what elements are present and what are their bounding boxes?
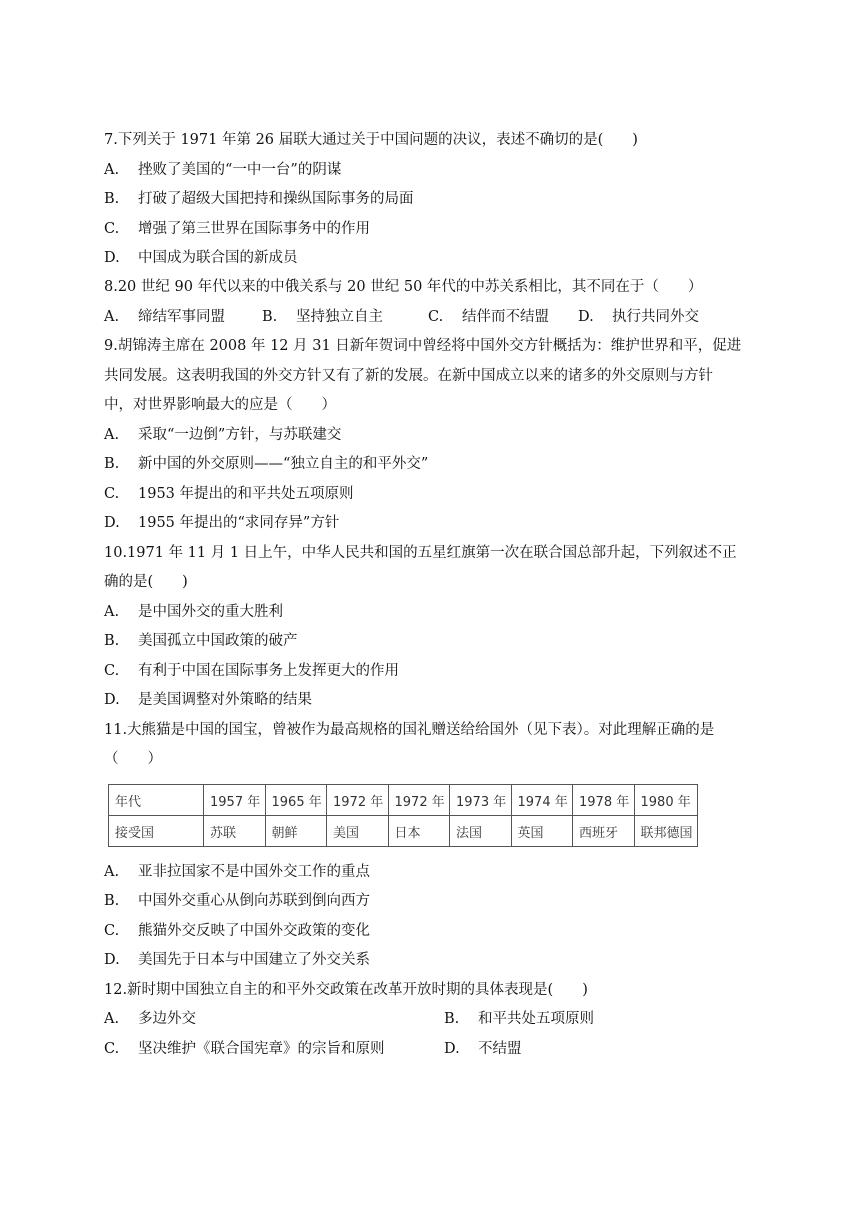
table-cell: 1978 年: [573, 785, 635, 816]
question-10-option-d: D. 是美国调整对外策略的结果: [104, 692, 312, 708]
question-9-option-b: B. 新中国的外交原则——“独立自主的和平外交”: [104, 456, 429, 472]
table-row-countries: [109, 816, 698, 847]
question-8-option-d: D. 执行共同外交: [578, 309, 699, 325]
table-row-years: [109, 785, 698, 816]
table-cell: 年代: [109, 785, 204, 816]
table-cell: 1972 年: [388, 785, 450, 816]
question-7-option-c: C. 增强了第三世界在国际事务中的作用: [104, 221, 370, 237]
question-9-stem-line-3: 中，对世界影响最大的应是（ ）: [104, 397, 336, 413]
table-cell: 法国: [450, 816, 512, 847]
question-12-option-d: D. 不结盟: [444, 1041, 522, 1057]
question-7-option-a: A. 挫败了美国的“一中一台”的阴谋: [104, 162, 342, 178]
table-cell: 日本: [388, 816, 450, 847]
question-10-option-a: A. 是中国外交的重大胜利: [104, 604, 283, 620]
question-12-stem: 12.新时期中国独立自主的和平外交政策在改革开放时期的具体表现是( ): [104, 982, 588, 998]
table-cell: 联邦德国: [634, 816, 698, 847]
question-10-option-b: B. 美国孤立中国政策的破产: [104, 633, 298, 649]
table-cell: 美国: [327, 816, 389, 847]
question-9-option-d: D. 1955 年提出的“求同存异”方针: [104, 515, 340, 531]
question-12-option-a: A. 多边外交: [104, 1011, 196, 1027]
table-cell: 1980 年: [634, 785, 698, 816]
question-8-stem: 8.20 世纪 90 年代以来的中俄关系与 20 世纪 50 年代的中苏关系相比，其不同在于（ ）: [104, 279, 703, 295]
question-7-option-d: D. 中国成为联合国的新成员: [104, 250, 298, 266]
question-9-option-a: A. 采取“一边倒”方针，与苏联建交: [104, 427, 342, 443]
table-cell: 1974 年: [511, 785, 573, 816]
table-cell: 1957 年: [204, 785, 266, 816]
question-11-option-a: A. 亚非拉国家不是中国外交工作的重点: [104, 864, 370, 880]
question-10-option-c: C. 有利于中国在国际事务上发挥更大的作用: [104, 663, 399, 679]
question-11-option-d: D. 美国先于日本与中国建立了外交关系: [104, 952, 370, 968]
question-8-option-c: C. 结伴而不结盟: [428, 309, 549, 325]
table-cell: 苏联: [204, 816, 266, 847]
table-cell: 英国: [511, 816, 573, 847]
question-9-option-c: C. 1953 年提出的和平共处五项原则: [104, 486, 354, 502]
table-cell: 1965 年: [265, 785, 327, 816]
question-7-stem: 7.下列关于 1971 年第 26 届联大通过关于中国问题的决议，表述不确切的是( ): [104, 132, 638, 148]
table-cell: 朝鲜: [265, 816, 327, 847]
question-11-stem-line-2: （ ）: [104, 751, 162, 767]
question-10-stem-line-1: 10.1971 年 11 月 1 日上午，中华人民共和国的五星红旗第一次在联合国总部升起，下列叙述不正: [104, 545, 737, 561]
table-cell: 1972 年: [327, 785, 389, 816]
question-8-option-a: A. 缔结军事同盟: [104, 309, 225, 325]
table-cell: 接受国: [109, 816, 204, 847]
table-cell: 西班牙: [573, 816, 635, 847]
question-7-option-b: B. 打破了超级大国把持和操纵国际事务的局面: [104, 191, 414, 207]
question-12-option-c: C. 坚决维护《联合国宪章》的宗旨和原则: [104, 1041, 385, 1057]
question-11-option-c: C. 熊猫外交反映了中国外交政策的变化: [104, 923, 370, 939]
question-11-option-b: B. 中国外交重心从倒向苏联到倒向西方: [104, 893, 370, 909]
question-9-stem-line-2: 共同发展。这表明我国的外交方针又有了新的发展。在新中国成立以来的诸多的外交原则与方针: [104, 368, 713, 384]
question-10-stem-line-2: 确的是( ): [104, 574, 188, 590]
question-12-option-b: B. 和平共处五项原则: [444, 1011, 594, 1027]
panda-gift-table: [108, 784, 698, 847]
question-8-option-b: B. 坚持独立自主: [262, 309, 383, 325]
question-9-stem-line-1: 9.胡锦涛主席在 2008 年 12 月 31 日新年贺词中曾经将中国外交方针概括为：维护世界和平，促进: [104, 338, 742, 354]
table-cell: 1973 年: [450, 785, 512, 816]
question-11-stem-line-1: 11.大熊猫是中国的国宝，曾被作为最高规格的国礼赠送给给国外（见下表）。对此理解正确的是: [104, 722, 715, 738]
